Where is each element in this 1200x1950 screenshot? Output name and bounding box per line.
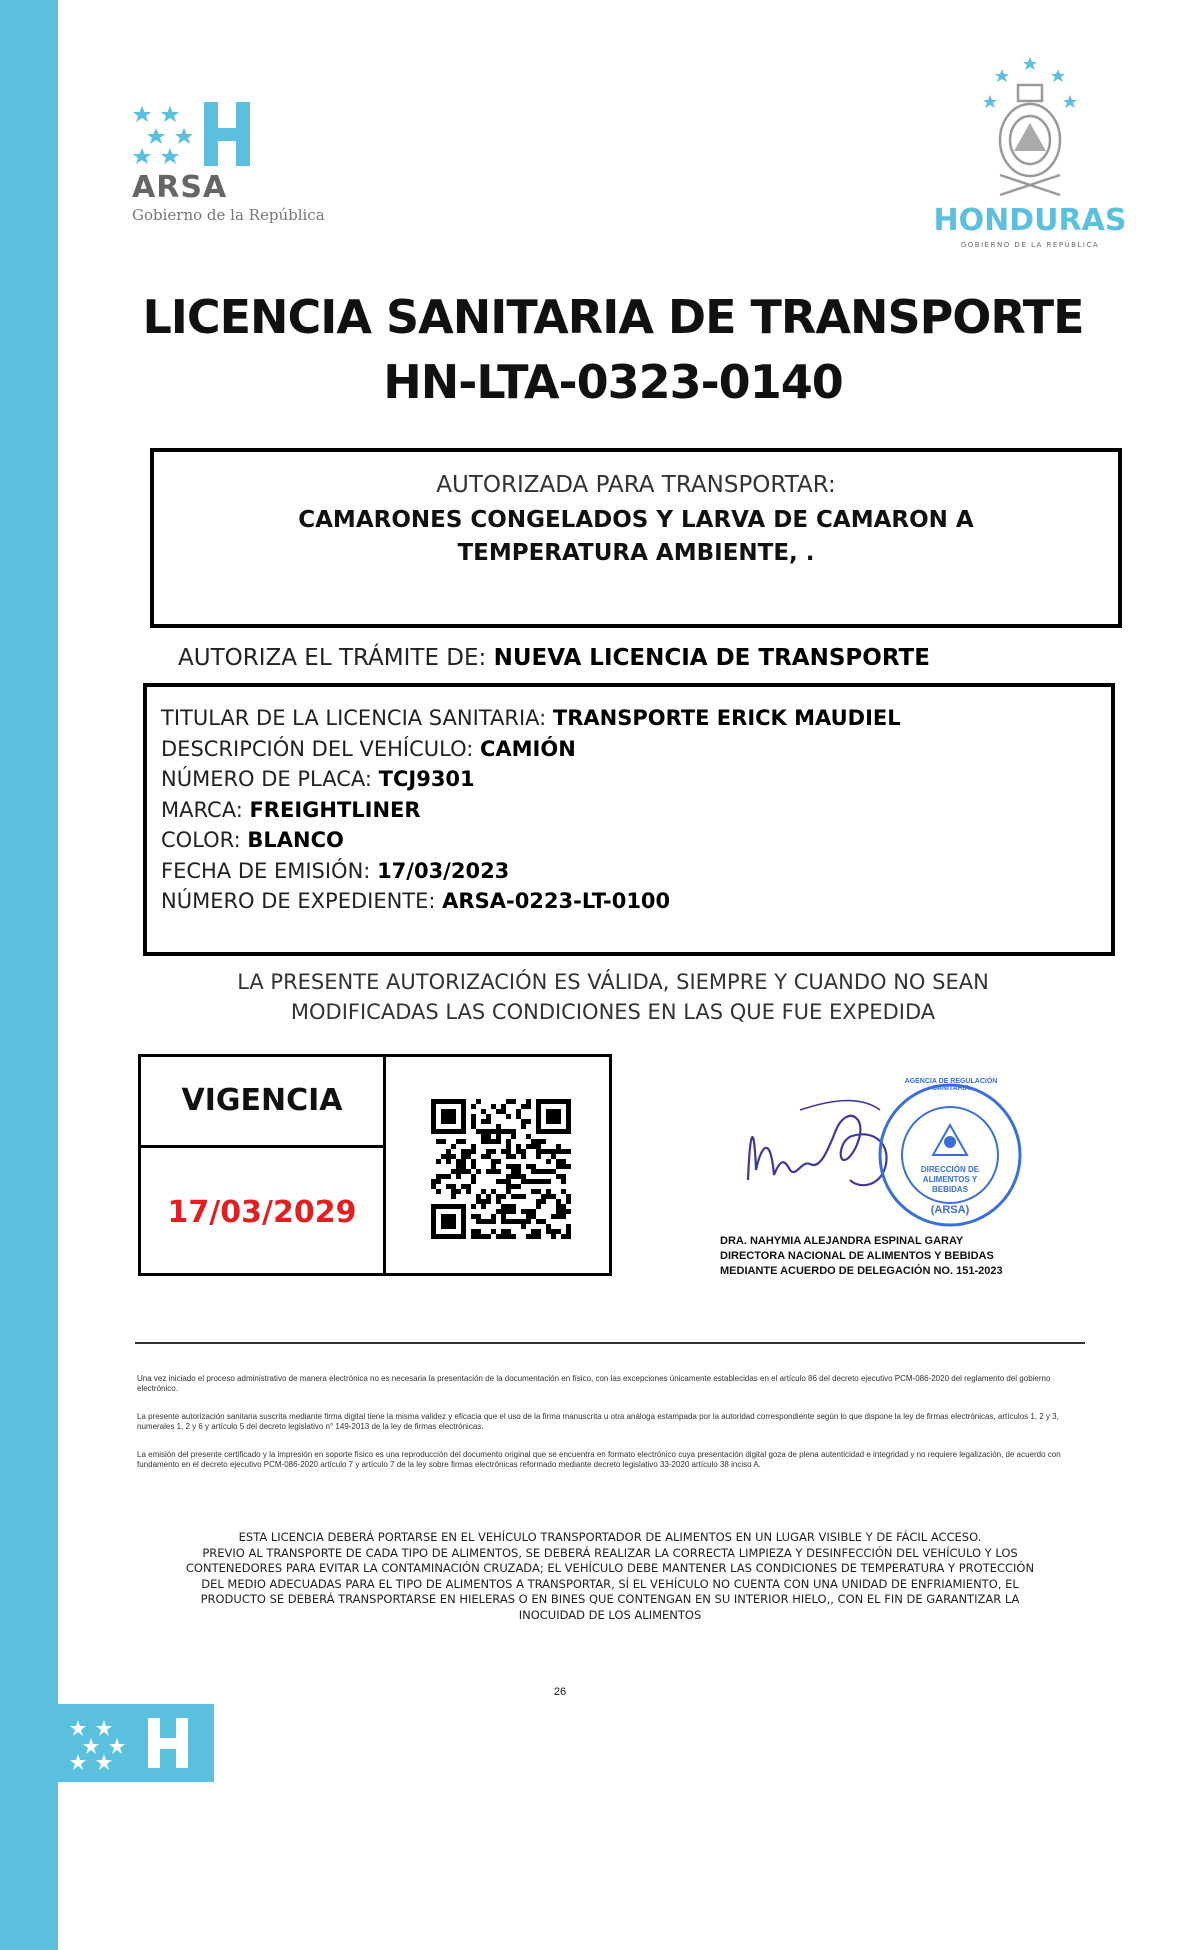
issue-date-value: 17/03/2023: [377, 858, 510, 883]
stars-h-icon: [58, 1704, 214, 1782]
condition-line-3: CONTENEDORES PARA EVITAR LA CONTAMINACIÓN CRUZADA; EL VEHÍCULO DEBE MANTENER LAS CONDICIONES DE TEMPERATURA Y PROTECCIÓN: [185, 1561, 1035, 1575]
footer-brand-badge: [58, 1704, 214, 1782]
vehicle-value: CAMIÓN: [480, 736, 576, 761]
seal-abbreviation: (ARSA): [930, 1204, 970, 1216]
legal-paragraph-1: Una vez iniciado el proceso administrativo de manera electrónica no es necesaria la presentación de la documentación en físico, con las excepciones únicamente establecidas en el artículo 86 del decreto ejecutivo PCM-086-2020 del reglamento del gobierno electrónico.: [137, 1374, 1051, 1393]
document-title: LICENCIA SANITARIA DE TRANSPORTE: [142, 290, 1084, 344]
legal-paragraph-3: La emisión del presente certificado y la impresión en soporte físico es una reproducción del documento original que se encuentra en formato electrónico cuya presentación digital goza de plena autenticidad e integridad y no requiere legalización, de acuerdo con fundamento en el decreto ejecutivo PCM-086-2020 artículo 7 y artículo 7 de la ley sobre firmas electrónicas reformado mediante decreto legislativo 33-2020 artículo 38 inciso A.: [137, 1450, 1061, 1469]
license-number: HN-LTA-0323-0140: [383, 355, 843, 409]
vigencia-label: VIGENCIA: [181, 1083, 343, 1118]
arsa-logo-subtitle: Gobierno de la República: [132, 206, 325, 224]
condition-line-2: PREVIO AL TRANSPORTE DE CADA TIPO DE ALIMENTOS, SE DEBERÁ REALIZAR LA CORRECTA LIMPIEZA Y DESINFECCIÓN DEL VEHÍCULO Y LOS: [202, 1545, 1018, 1560]
honduras-coat-of-arms: [920, 55, 1140, 255]
qr-code-icon: [431, 1099, 571, 1239]
arsa-logo: [130, 100, 340, 230]
vehicle-label: DESCRIPCIÓN DEL VEHÍCULO:: [161, 736, 474, 761]
vigencia-table: [138, 1054, 612, 1276]
transport-conditions: [130, 1530, 1090, 1623]
color-row: [161, 825, 901, 856]
holder-row: [161, 703, 901, 734]
signatory-delegation: MEDIANTE ACUERDO DE DELEGACIÓN NO. 151-2023: [720, 1265, 1003, 1277]
brand-row: [161, 795, 901, 826]
vigencia-date: 17/03/2029: [167, 1195, 357, 1230]
file-number-value: ARSA-0223-LT-0100: [442, 889, 671, 913]
authorized-products-box: [150, 448, 1122, 628]
procedure-value: NUEVA LICENCIA DE TRANSPORTE: [493, 645, 930, 671]
validity-note-line1: LA PRESENTE AUTORIZACIÓN ES VÁLIDA, SIEMPRE Y CUANDO NO SEAN: [237, 970, 989, 994]
authorized-products-line2: TEMPERATURA AMBIENTE, .: [457, 540, 815, 566]
honduras-logo-subtitle: GOBIERNO DE LA REPÚBLICA: [960, 241, 1100, 249]
color-value: BLANCO: [247, 828, 344, 852]
left-brand-stripe: [0, 0, 58, 1950]
brand-value: FREIGHTLINER: [249, 797, 421, 822]
authorized-label: AUTORIZADA PARA TRANSPORTAR:: [436, 472, 836, 498]
seal-outer-text: AGENCIA DE REGULACIÓN SANITARIA: [904, 1078, 998, 1092]
brand-label: MARCA:: [161, 797, 243, 822]
page-number: 26: [553, 1686, 567, 1698]
license-details-box: [143, 683, 1115, 956]
seal-inner-text: DIRECCIÓN DE ALIMENTOS Y BEBIDAS: [920, 1165, 980, 1194]
arsa-stars-h-icon: [130, 100, 270, 170]
color-label: COLOR:: [161, 828, 241, 852]
issue-date-row: [161, 856, 901, 887]
legal-divider: [135, 1342, 1085, 1344]
holder-value: TRANSPORTE ERICK MAUDIEL: [552, 706, 901, 730]
procedure-label: AUTORIZA EL TRÁMITE DE:: [178, 645, 487, 671]
signature-block: [700, 1080, 1080, 1280]
plate-row: [161, 764, 901, 795]
arsa-logo-name: ARSA: [132, 170, 228, 205]
file-number-row: [161, 886, 901, 917]
legal-paragraph-2: La presente autorización sanitaria suscrita mediante firma digital tiene la misma validez y eficacia que el uso de la firma manuscrita u otra análoga estampada por la autoridad correspondiente según lo que dispone la ley de firmas electrónicas, artículos 1, 2 y 3, numerales 1, 2 y 6 y artículo 5 del decreto legislativo n° 149-2013 de la ley de firmas electrónicas.: [137, 1412, 1059, 1431]
condition-line-1: ESTA LICENCIA DEBERÁ PORTARSE EN EL VEHÍCULO TRANSPORTADOR DE ALIMENTOS EN UN LUGAR VISIBLE Y DE FÁCIL ACCESO.: [238, 1530, 982, 1544]
condition-line-6: INOCUIDAD DE LOS ALIMENTOS: [518, 1607, 702, 1622]
coat-of-arms-icon: [920, 55, 1140, 205]
file-number-label: NÚMERO DE EXPEDIENTE:: [161, 889, 436, 913]
vehicle-row: [161, 734, 901, 765]
procedure-line: [178, 643, 930, 674]
plate-label: NÚMERO DE PLACA:: [161, 767, 372, 791]
authorized-products-line1: CAMARONES CONGELADOS Y LARVA DE CAMARON A: [298, 507, 974, 533]
issue-date-label: FECHA DE EMISIÓN:: [161, 858, 371, 883]
signatory-role: DIRECTORA NACIONAL DE ALIMENTOS Y BEBIDAS: [720, 1250, 994, 1262]
honduras-logo-name: HONDURAS: [933, 203, 1127, 238]
condition-line-5: PRODUCTO SE DEBERÁ TRANSPORTARSE EN HIELERAS O EN BINES QUE CONTENGAN EN SU INTERIOR HIELO,, CON EL FIN DE GARANTIZAR LA: [200, 1592, 1020, 1606]
plate-value: TCJ9301: [378, 767, 475, 791]
validity-note-line2: MODIFICADAS LAS CONDICIONES EN LAS QUE FUE EXPEDIDA: [290, 1000, 936, 1024]
signatory-name: DRA. NAHYMIA ALEJANDRA ESPINAL GARAY: [720, 1235, 964, 1247]
condition-line-4: DEL MEDIO ADECUADAS PARA EL TIPO DE ALIMENTOS A TRANSPORTAR, SÍ EL VEHÍCULO NO CUENTA CON UNA UNIDAD DE ENFRIAMIENTO, EL: [201, 1576, 1019, 1591]
holder-label: TITULAR DE LA LICENCIA SANITARIA:: [161, 706, 547, 730]
